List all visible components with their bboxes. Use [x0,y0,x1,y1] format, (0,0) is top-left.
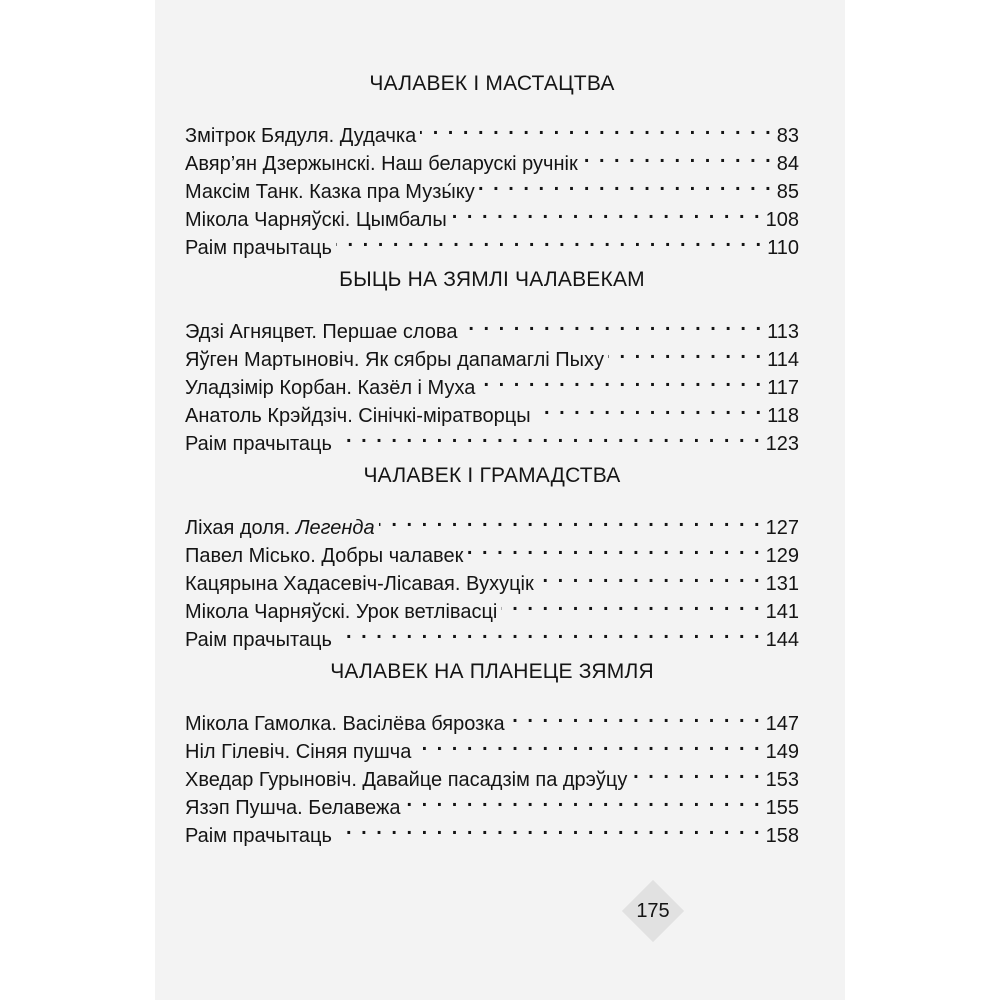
entry-page-number: 147 [765,713,799,735]
entry-title: Раім прачытаць [185,433,332,455]
book-page [155,0,845,1000]
toc-section [185,462,799,651]
toc-section [185,70,799,259]
entry-title: Яўген Мартыновіч. Як сябры дапамаглі Пыху [185,349,605,371]
section-title: ЧАЛАВЕК І МАСТАЦТВА [369,72,615,95]
entry-page-number: 141 [765,601,799,623]
dot-leader [479,170,773,198]
entry-title: Авяр’ян Дзержынскі. Наш беларускі ручнік [185,153,578,175]
section-title: ЧАЛАВЕК НА ПЛАНЕЦЕ ЗЯМЛЯ [330,660,654,683]
entry-page-number: 118 [767,405,799,427]
dot-leader [451,198,762,226]
entry-page-number: 129 [765,545,799,567]
entry-title: Раім прачытаць [185,629,332,651]
entry-title: Мікола Чарняўскі. Урок ветлівасці [185,601,498,623]
entry-title-text: Ліхая доля. [185,517,296,539]
entry-title: Кацярына Хадасевіч-Лісавая. Вухуцік [185,573,534,595]
dot-leader [404,786,761,814]
entry-page-number: 127 [765,517,799,539]
page-number: 175 [636,900,670,922]
dot-leader [336,422,762,450]
dot-leader [509,702,762,730]
toc-section [185,658,799,847]
entry-page-number: 131 [765,573,799,595]
entry-title: Раім прачытаць [185,825,332,847]
dot-leader [538,562,762,590]
page-number-badge [622,880,684,942]
toc-entry [185,310,799,343]
entry-title-italic: Легенда [295,517,375,539]
entry-title: Эдзі Агняцвет. Першае слова [185,321,458,343]
entry-title: Максім Танк. Казка пра Музы́ку [185,181,475,203]
section-title: ЧАЛАВЕК І ГРАМАДСТВА [363,464,621,487]
entry-page-number: 113 [767,321,799,343]
entry-page-number: 83 [776,125,799,147]
toc-entry [185,702,799,735]
entry-page-number: 108 [765,209,799,231]
entry-title: Анатоль Крэйдзіч. Сінічкі-міратворцы [185,405,531,427]
entry-page-number: 84 [776,153,799,175]
entry-page-number: 153 [765,769,799,791]
entry-title: Уладзімір Корбан. Казёл і Муха [185,377,476,399]
dot-leader [467,534,761,562]
dot-leader [479,366,763,394]
toc-entry [185,114,799,147]
entry-page-number: 149 [765,741,799,763]
dot-leader [336,226,763,254]
entry-title: Мікола Чарняўскі. Цымбалы [185,209,447,231]
toc-entry [185,506,799,539]
entry-title: Змітрок Бядуля. Дудачка [185,125,417,147]
entry-page-number: 123 [765,433,799,455]
section-title: БЫЦЬ НА ЗЯМЛІ ЧАЛАВЕКАМ [339,268,645,291]
dot-leader [582,142,773,170]
dot-leader [379,506,762,534]
entry-title: Ніл Гілевіч. Сіняя пушча [185,741,412,763]
dot-leader [631,758,761,786]
dot-leader [336,618,762,646]
toc-section [185,266,799,455]
entry-title: Хведар Гурыновіч. Давайце пасадзім па дрэўцу [185,769,628,791]
entry-page-number: 158 [765,825,799,847]
entry-title: Раім прачытаць [185,237,332,259]
entry-page-number: 117 [767,377,799,399]
entry-title: Язэп Пушча. Белавежа [185,797,401,819]
dot-leader [535,394,764,422]
dot-leader [461,310,763,338]
entry-title: Павел Місько. Добры чалавек [185,545,464,567]
dot-leader [336,814,762,842]
table-of-contents [185,62,799,847]
dot-leader [415,730,761,758]
entry-page-number: 144 [765,629,799,651]
dot-leader [608,338,763,366]
dot-leader [420,114,773,142]
entry-title [185,514,375,542]
entry-page-number: 155 [765,797,799,819]
entry-page-number: 110 [767,237,799,259]
entry-page-number: 85 [776,181,799,203]
entry-page-number: 114 [767,349,799,371]
entry-title: Мікола Гамолка. Васілёва бярозка [185,713,505,735]
dot-leader [501,590,761,618]
